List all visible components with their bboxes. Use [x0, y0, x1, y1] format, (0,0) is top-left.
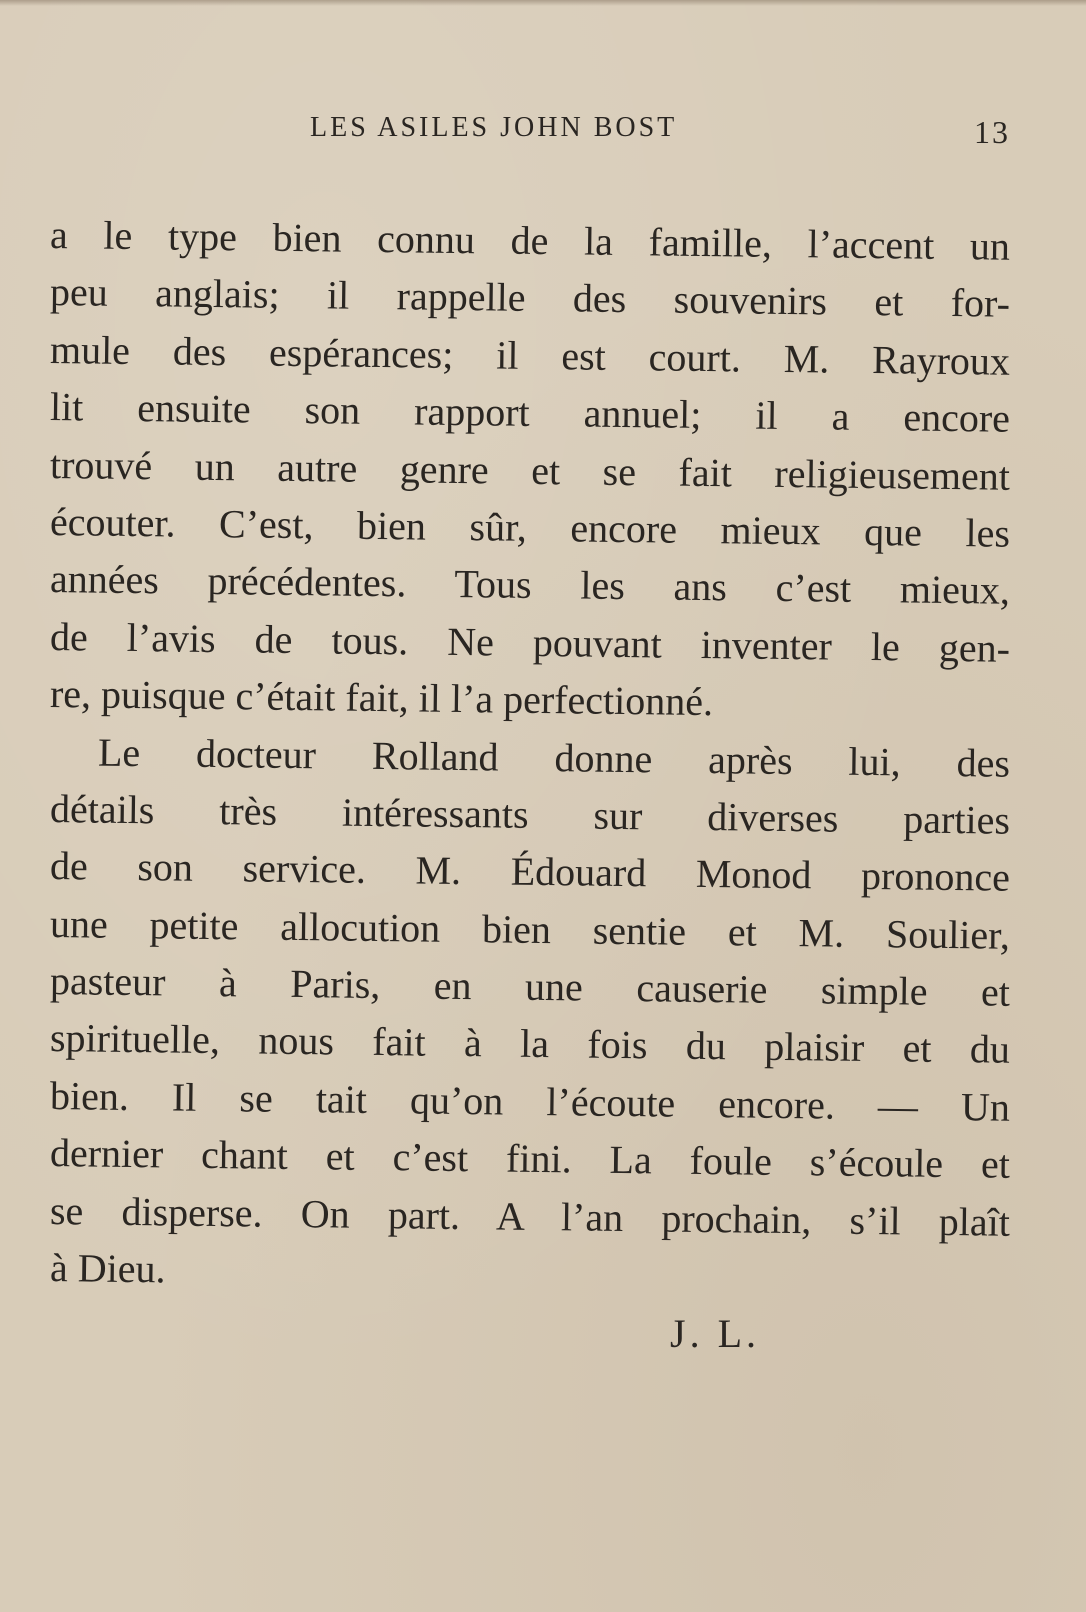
text-line: trouvé un autre genre et se fait religieusement [49, 441, 1011, 499]
text-line: pasteur à Paris, en une causerie simple et [49, 958, 1011, 1015]
text-line: écouter. C’est, bien sûr, encore mieux que les [49, 498, 1011, 556]
text-line: détails très intéressants sur diverses parties [49, 785, 1011, 843]
text-line: re, puisque c’était fait, il l’a perfectionné. [49, 671, 714, 725]
page-number: 13 [974, 114, 1010, 150]
text-line: à Dieu. [49, 1245, 166, 1292]
running-title: LES ASILES JOHN BOST [310, 112, 678, 143]
text-line: peu anglais; il rappelle des souvenirs et for- [49, 269, 1011, 327]
text-line: de l’avis de tous. Ne pouvant inventer le gen- [49, 613, 1011, 671]
text-line: spirituelle, nous fait à la fois du plaisir et du [49, 1015, 1011, 1073]
text-line: Le docteur Rolland donne après lui, des [97, 729, 1011, 786]
text-line: dernier chant et c’est fini. La foule s’écoule et [49, 1130, 1011, 1187]
text-line: de son service. M. Édouard Monod prononce [49, 843, 1011, 901]
running-head [60, 112, 1010, 162]
text-line: bien. Il se tait qu’on l’écoute encore. — Un [49, 1072, 1011, 1130]
signature: J. L. [670, 1311, 760, 1356]
text-line: se disperse. On part. A l’an prochain, s’il plaît [49, 1187, 1011, 1245]
page-top-edge [0, 0, 1086, 6]
body-text [50, 206, 1010, 1296]
text-line: a le type bien connu de la famille, l’accent un [49, 212, 1011, 269]
text-line: mule des espérances; il est court. M. Rayroux [49, 326, 1011, 384]
text-line: années précédentes. Tous les ans c’est mieux, [49, 556, 1011, 614]
text-line: une petite allocution bien sentie et M. Soulier, [49, 900, 1011, 958]
text-line: lit ensuite son rapport annuel; il a encore [49, 384, 1011, 441]
